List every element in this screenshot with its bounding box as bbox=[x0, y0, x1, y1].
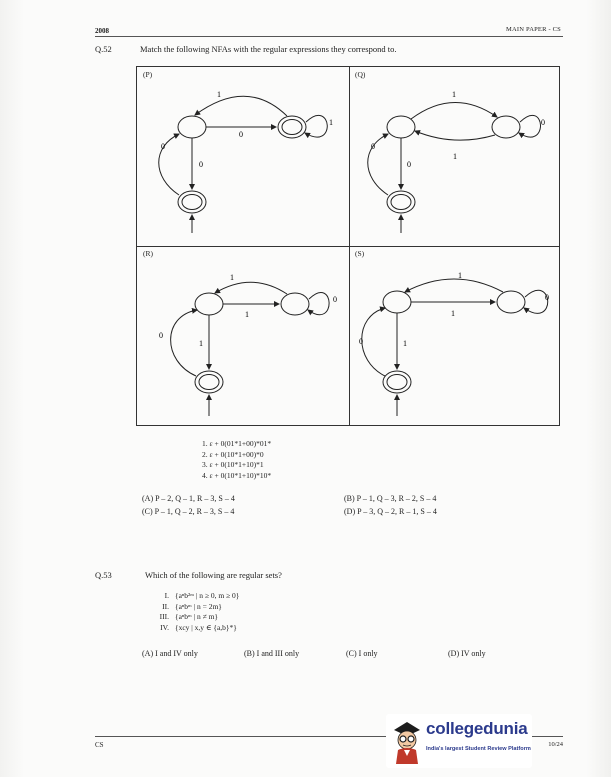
q52-option-d: (D) P – 3, Q – 2, R – 1, S – 4 bbox=[344, 507, 437, 516]
panel-s-label: (S) bbox=[355, 249, 365, 258]
q52-option-a: (A) P – 2, Q – 1, R – 3, S – 4 bbox=[142, 494, 235, 503]
header-rule bbox=[95, 36, 563, 37]
expression-item: 1. ε + 0(01*1+00)*01* bbox=[202, 439, 272, 448]
expression-item: 2. ε + 0(10*1+00)*0 bbox=[202, 449, 264, 459]
transition-label: 1 bbox=[199, 339, 203, 348]
q53-option-b: (B) I and III only bbox=[244, 649, 300, 658]
brand-name: collegedunia bbox=[426, 719, 528, 738]
transition-label: 0 bbox=[545, 293, 549, 302]
q53-option-c: (C) I only bbox=[346, 649, 378, 658]
transition-label: 1 bbox=[453, 152, 457, 161]
set-item bbox=[149, 612, 239, 623]
transition-label: 1 bbox=[217, 90, 221, 99]
nfa-r-diagram bbox=[137, 246, 349, 425]
footer-section: CS bbox=[95, 741, 104, 749]
set-item bbox=[149, 623, 239, 634]
transition-label: 1 bbox=[403, 339, 407, 348]
footer-page-number: 10/24 bbox=[548, 741, 563, 748]
set-item bbox=[149, 591, 239, 602]
transition-label: 0 bbox=[199, 160, 203, 169]
q52-text: Match the following NFAs with the regular expressions they correspond to. bbox=[140, 44, 397, 54]
q52-option-c: (C) P – 1, Q – 2, R – 3, S – 4 bbox=[142, 507, 235, 516]
q53-number: Q.53 bbox=[95, 570, 112, 580]
transition-label: 0 bbox=[407, 160, 411, 169]
expression-item: 3. ε + 0(10*1+10)*1 bbox=[202, 460, 264, 469]
transition-label: 0 bbox=[239, 130, 243, 139]
q52-option-b: (B) P – 1, Q – 3, R – 2, S – 4 bbox=[344, 494, 437, 503]
transition-label: 0 bbox=[333, 295, 337, 304]
expression-item: 4. ε + 0(10*1+10)*10* bbox=[202, 470, 272, 480]
transition-label: 1 bbox=[451, 309, 455, 318]
nfa-grid bbox=[136, 66, 560, 426]
panel-s bbox=[349, 246, 559, 425]
transition-label: 1 bbox=[458, 271, 462, 280]
transition-label: 1 bbox=[230, 273, 234, 282]
nfa-s-diagram bbox=[349, 246, 559, 425]
transition-label: 1 bbox=[245, 310, 249, 319]
q53-option-a: (A) I and IV only bbox=[142, 649, 198, 658]
brand-tagline: India's largest Student Review Platform bbox=[426, 746, 531, 752]
collegedunia-watermark bbox=[386, 714, 532, 768]
panel-p bbox=[137, 67, 349, 246]
set-item bbox=[149, 602, 239, 613]
set-expr: {aⁿb²ᵐ | n ≥ 0, m ≥ 0} bbox=[175, 591, 240, 600]
transition-label: 1 bbox=[329, 118, 333, 127]
panel-q-label: (Q) bbox=[355, 70, 366, 79]
set-roman: III. bbox=[159, 612, 169, 621]
panel-q bbox=[349, 67, 559, 246]
transition-label: 0 bbox=[161, 142, 165, 151]
panel-r bbox=[137, 246, 349, 425]
set-roman: IV. bbox=[160, 622, 169, 632]
panel-p-label: (P) bbox=[143, 70, 153, 79]
set-expr: {aⁿbᵐ | n = 2m} bbox=[175, 601, 222, 611]
nfa-p-diagram bbox=[137, 67, 349, 246]
transition-label: 0 bbox=[371, 142, 375, 151]
mascot-logo-icon bbox=[390, 716, 424, 766]
header-year: 2008 bbox=[95, 27, 109, 35]
transition-label: 1 bbox=[452, 90, 456, 99]
q53-option-d: (D) IV only bbox=[448, 649, 486, 658]
nfa-q-diagram bbox=[349, 67, 559, 246]
expression-list bbox=[202, 439, 271, 481]
set-roman: I. bbox=[164, 591, 169, 600]
transition-label: 0 bbox=[159, 331, 163, 340]
transition-label: 0 bbox=[541, 118, 545, 127]
set-roman: II. bbox=[162, 601, 169, 611]
q52-number: Q.52 bbox=[95, 44, 112, 54]
set-list bbox=[149, 591, 239, 633]
q53-text: Which of the following are regular sets? bbox=[145, 570, 282, 580]
set-expr: {xcy | x,y ∈ {a,b}*} bbox=[175, 622, 237, 632]
transition-label: 0 bbox=[359, 337, 363, 346]
panel-r-label: (R) bbox=[143, 249, 153, 258]
set-expr: {aⁿbᵐ | n ≠ m} bbox=[175, 612, 219, 621]
header-paper: MAIN PAPER - CS bbox=[506, 26, 561, 33]
